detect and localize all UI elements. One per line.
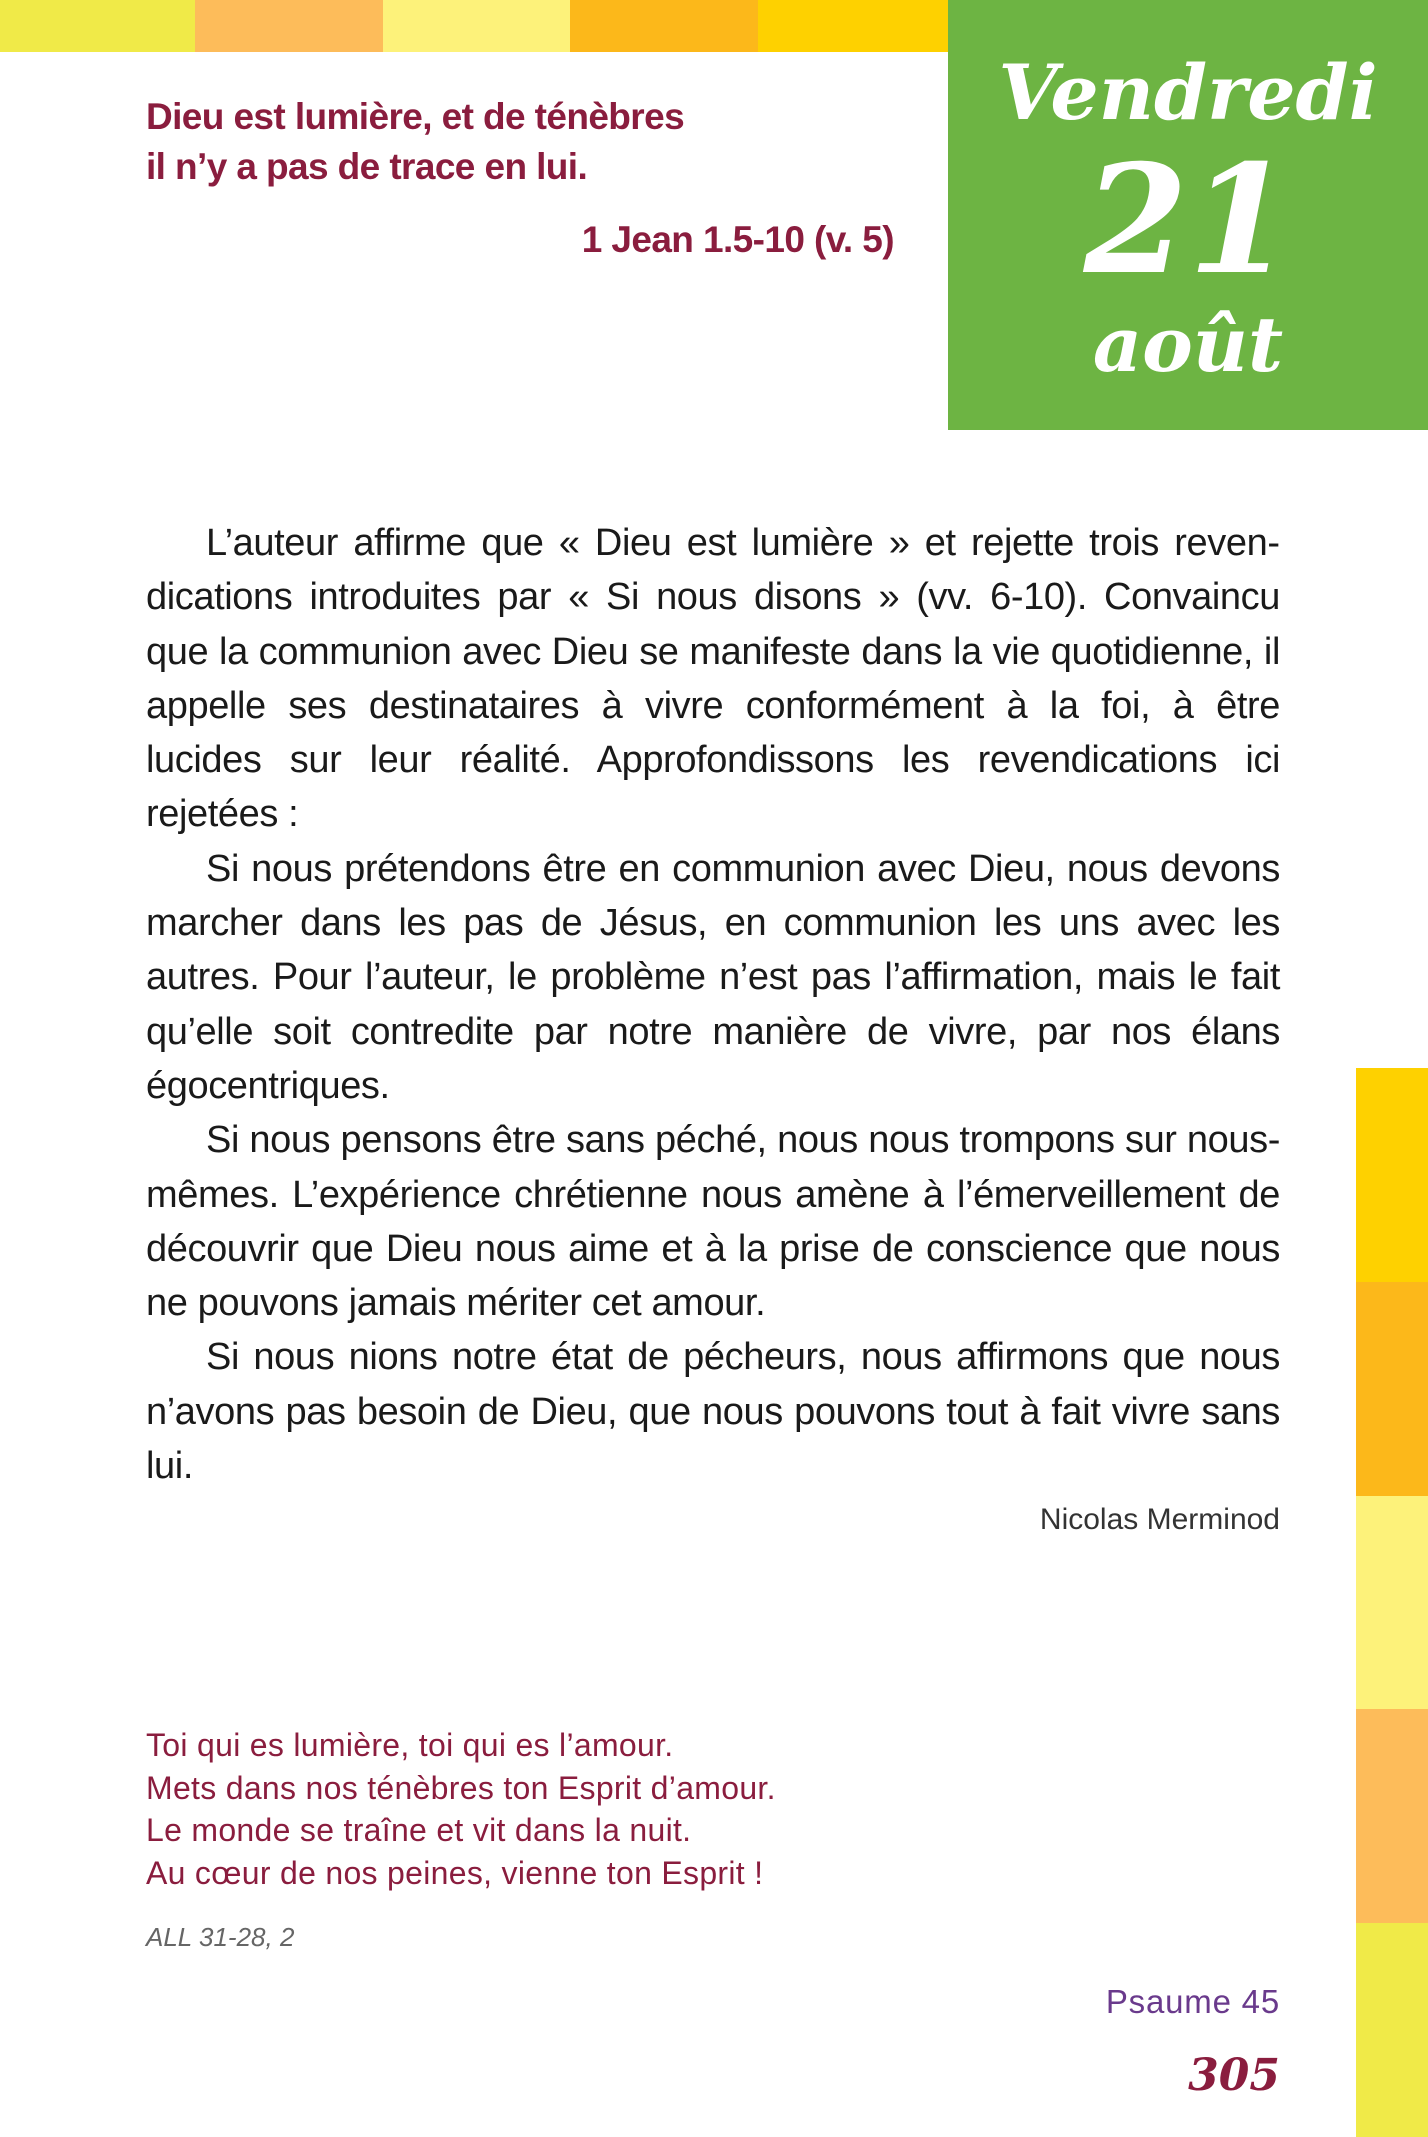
meditation-paragraph: L’auteur affirme que « Dieu est lumière » et rejette trois revendications introduites par « Si nous disons » (vv. 6-10). Convaincu que la communion avec Dieu se manifeste dans la vie quotidienne, il appelle ses destinataires à vivre conformément à la foi, à être lucides sur leur réalité. Approfondissons les revendications ici rejetées : [146, 522, 1280, 836]
top-color-bar [0, 0, 948, 52]
verse-reference: 1 Jean 1.5-10 (v. 5) [581, 219, 894, 260]
side-color-bar [1356, 1068, 1428, 2137]
date-month: août [1092, 300, 1284, 389]
daily-verse [146, 92, 776, 192]
side-color-segment [1356, 1923, 1428, 2137]
top-color-segment [383, 0, 570, 52]
prayer-line: Toi qui es lumière, toi qui es l’amour. [146, 1727, 674, 1763]
prayer-line: Mets dans nos ténèbres ton Esprit d’amour. [146, 1769, 776, 1806]
date-day: 21 [1083, 132, 1293, 308]
date-weekday: Vendredi [998, 48, 1378, 137]
top-color-segment [0, 0, 195, 52]
top-color-segment [195, 0, 383, 52]
verse-line: il n’y a pas de trace en lui. [146, 146, 588, 187]
meditation-paragraph: Si nous nions notre état de pécheurs, nous affirmons que nous n’avons pas besoin de Dieu, que nous pouvons tout à fait vivre sans lui. [146, 1336, 1280, 1488]
meditation-paragraph: Si nous pensons être sans péché, nous nous trompons sur nous-mêmes. L’expérience chrétienne nous amène à l’émerveillement de découvrir que Dieu nous aime et à la prise de conscience que nous ne pouvons jamais mériter cet amour. [146, 1119, 1280, 1325]
verse-line: Dieu est lumière, et de ténèbres [146, 96, 685, 137]
top-color-segment [570, 0, 758, 52]
meditation-text [146, 516, 1280, 1493]
date-box [948, 0, 1428, 430]
prayer-line: Le monde se traîne et vit dans la nuit. [146, 1812, 692, 1848]
meditation-paragraph: Si nous prétendons être en communion avec Dieu, nous devons marcher dans les pas de Jésus, en communion les uns avec les autres. Pour l’auteur, le problème n’est pas l’affirmation, mais le fait qu’elle soit contredite par notre manière de vivre, par nos élans égocentriques. [146, 847, 1280, 1107]
side-color-segment [1356, 1709, 1428, 1923]
top-color-segment [758, 0, 948, 52]
psalm-reference: Psaume 45 [1105, 1983, 1280, 2020]
prayer-line: Au cœur de nos peines, vienne ton Esprit ! [146, 1854, 764, 1891]
author-name: Nicolas Merminod [1039, 1503, 1280, 1536]
side-color-segment [1356, 1282, 1428, 1496]
prayer-hymn [146, 1724, 1046, 1894]
side-color-segment [1356, 1496, 1428, 1710]
side-color-segment [1356, 1068, 1428, 1282]
prayer-reference: ALL 31-28, 2 [146, 1922, 295, 1952]
page-number: 305 [1188, 2050, 1280, 2101]
